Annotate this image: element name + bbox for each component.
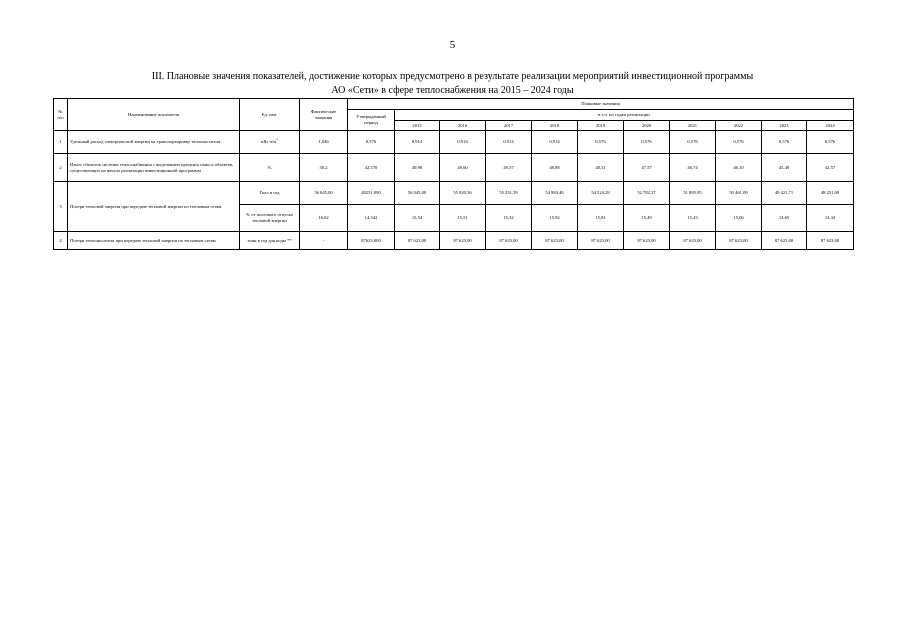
actual-value: 50,2 (300, 154, 348, 182)
year-value: 49,60 (440, 154, 486, 182)
year-value: 50 461,09 (716, 182, 762, 205)
year-value: 15,92 (532, 205, 578, 232)
header-approved: Утверждённый период (348, 110, 395, 131)
row-num: 2 (54, 154, 68, 182)
header-by-years: в т.ч. по годам реализации (395, 110, 854, 121)
year-header: 2018 (532, 121, 578, 131)
header-unit: Ед. изм. (240, 99, 300, 131)
year-value: 48,31 (578, 154, 624, 182)
unit-text: кВт∙ч/м (261, 139, 277, 145)
unit-cell: % от полезного отпуска тепловой энергии (240, 205, 300, 232)
row-num: 4 (54, 232, 68, 250)
actual-value: 1,046 (300, 131, 348, 154)
year-header: 2015 (395, 121, 440, 131)
year-value: 46,10 (716, 154, 762, 182)
header-row (54, 99, 854, 110)
unit-cell: % (240, 154, 300, 182)
year-value: 87 623,00 (486, 232, 532, 250)
year-header: 2023 (762, 121, 807, 131)
year-value: 47,57 (624, 154, 670, 182)
year-value: 54 984,46 (532, 182, 578, 205)
unit-superscript: 3 (276, 137, 278, 142)
year-header: 2017 (486, 121, 532, 131)
year-value: 42,57 (807, 154, 854, 182)
approved-value: 14,342 (348, 205, 395, 232)
year-value: 87 623,00 (762, 232, 807, 250)
year-value: 46,74 (670, 154, 716, 182)
actual-value: - (300, 232, 348, 250)
year-value: 48,88 (532, 154, 578, 182)
year-value: 15,32 (486, 205, 532, 232)
year-value: 15,49 (624, 205, 670, 232)
indicator-name: Удельный расход электрической энергии на транспортировку теплоносителя (68, 131, 240, 154)
year-value: 52 782,37 (624, 182, 670, 205)
header-planned: Плановые значения (348, 99, 854, 110)
year-value: 0,914 (440, 131, 486, 154)
year-value: 0,914 (532, 131, 578, 154)
year-value: 56 045,00 (395, 182, 440, 205)
year-value: 87 623,00 (532, 232, 578, 250)
year-value: 0,914 (395, 131, 440, 154)
table-row (54, 154, 854, 182)
header-actual: Фактические значения (300, 99, 348, 131)
document-title: III. Плановые значения показателей, достижение которых предусмотрено в результате реализации мероприятий инвестиционной программы (151, 71, 754, 82)
year-value: 0,576 (807, 131, 854, 154)
header-num: № п/п (54, 99, 68, 131)
indicators-table (53, 98, 854, 250)
year-header: 2020 (624, 121, 670, 131)
indicator-name: Износ объектов системы теплоснабжения с выделением процента износа объектов, существующих на начало реализации инвестиционной программы (68, 154, 240, 182)
year-value: 51 895,95 (670, 182, 716, 205)
year-value: 0,576 (670, 131, 716, 154)
approved-value: 42,570 (348, 154, 395, 182)
year-header: 2024 (807, 121, 854, 131)
year-value: 87 623,00 (670, 232, 716, 250)
year-value: 87 623,00 (807, 232, 854, 250)
table-row (54, 131, 854, 154)
year-value: 87 623,00 (440, 232, 486, 250)
year-value: 87 623,00 (395, 232, 440, 250)
unit-cell (240, 131, 300, 154)
year-value: 15,54 (395, 205, 440, 232)
actual-value: 16,62 (300, 205, 348, 232)
year-value: 15,06 (716, 205, 762, 232)
year-value: 15,51 (440, 205, 486, 232)
year-value: 15,81 (578, 205, 624, 232)
table-row (54, 232, 854, 250)
year-value: 14,65 (762, 205, 807, 232)
year-value: 49,90 (395, 154, 440, 182)
year-value: 0,576 (624, 131, 670, 154)
year-value: 0,576 (762, 131, 807, 154)
year-value: 49,37 (486, 154, 532, 182)
year-value: 48 251,09 (807, 182, 854, 205)
year-header: 2021 (670, 121, 716, 131)
year-value: 14,34 (807, 205, 854, 232)
year-value: 0,576 (578, 131, 624, 154)
page-number: 5 (449, 39, 456, 51)
unit-cell: Гкал в год (240, 182, 300, 205)
approved-value: 48251,090 (348, 182, 395, 205)
table-row (54, 182, 854, 205)
indicator-name: Потери тепловой энергии при передаче тепловой энергии по тепловым сетям (68, 182, 240, 232)
year-value: 54 524,29 (578, 182, 624, 205)
actual-value: 56 045,00 (300, 182, 348, 205)
header-name: Наименование показателя (68, 99, 240, 131)
indicator-name: Потери теплоносителя при передаче тепловой энергии по тепловым сетям (68, 232, 240, 250)
year-value: 0,576 (716, 131, 762, 154)
year-value: 0,914 (486, 131, 532, 154)
row-num: 3 (54, 182, 68, 232)
year-value: 49 421,71 (762, 182, 807, 205)
year-value: 87 623,00 (716, 232, 762, 250)
approved-value: 0,576 (348, 131, 395, 154)
year-value: 45,49 (762, 154, 807, 182)
unit-cell: тонн в год для воды ** (240, 232, 300, 250)
row-num: 1 (54, 131, 68, 154)
year-value: 87 623,00 (578, 232, 624, 250)
document-subtitle: АО «Сети» в сфере теплоснабжения на 2015 – 2024 годы (331, 85, 574, 96)
year-value: 55 920,56 (440, 182, 486, 205)
year-header: 2019 (578, 121, 624, 131)
year-header: 2022 (716, 121, 762, 131)
year-value: 55 251,59 (486, 182, 532, 205)
approved-value: 87623,000 (348, 232, 395, 250)
year-value: 87 623,00 (624, 232, 670, 250)
year-header: 2016 (440, 121, 486, 131)
year-value: 15,43 (670, 205, 716, 232)
